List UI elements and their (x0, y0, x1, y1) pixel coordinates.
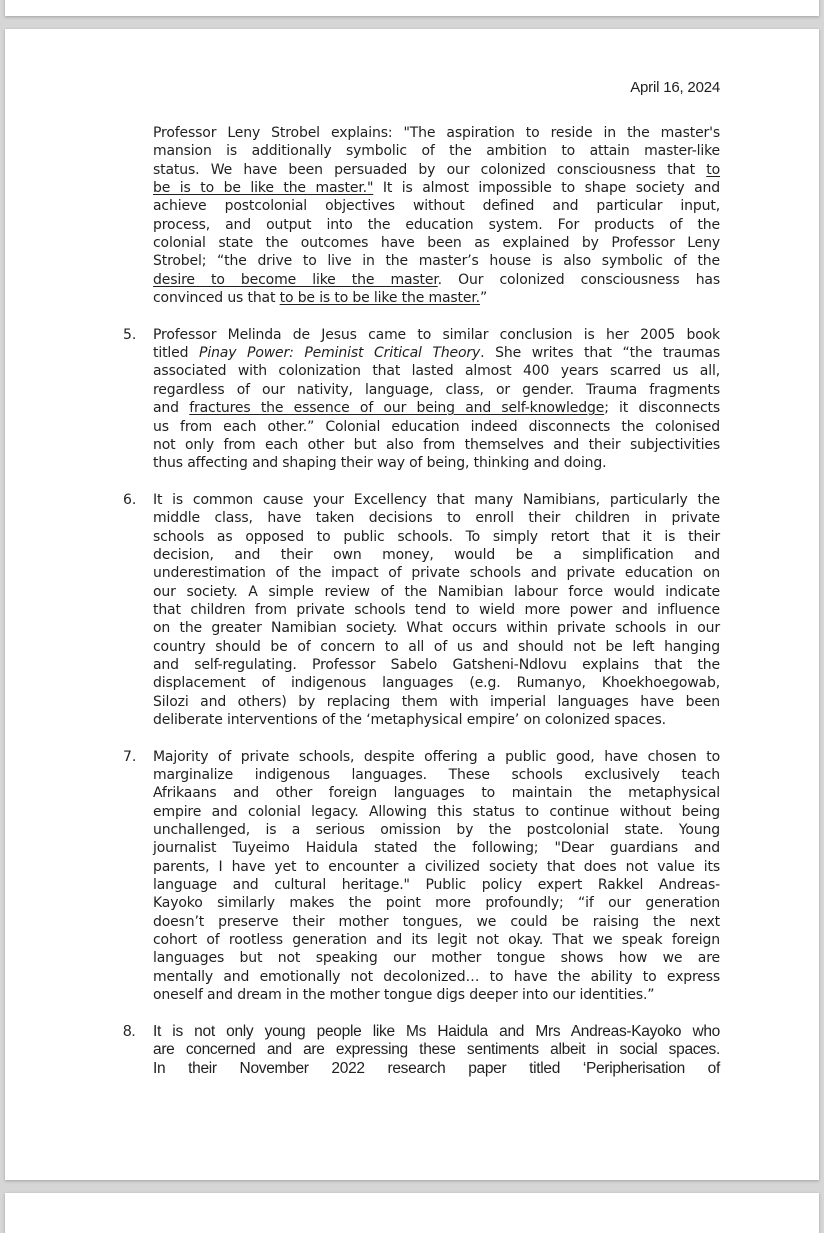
next-page (5, 1193, 819, 1233)
text-line (153, 601, 720, 619)
text-run: not only from each other but also from themselves and their subjectivities (153, 436, 720, 453)
text-run: our society. A simple review of the Namibian labour force would indicate (153, 583, 720, 600)
underlined-text: fractures the essence of our being and self-knowledge (189, 400, 605, 417)
underlined-text: be is to be like the master." (153, 180, 374, 197)
text-line (153, 876, 720, 894)
text-run: are concerned and are expressing these sentiments albeit in social spaces. (153, 1041, 720, 1059)
text-run: Kayoko similarly makes the point more profoundly; “if our generation (153, 895, 720, 912)
text-run: achieve postcolonial objectives without defined and particular input, (153, 198, 720, 215)
paragraph-number: 5. (123, 326, 137, 343)
text-run: decision, and their own money, would be a simplification and (153, 546, 720, 563)
text-line (153, 124, 720, 142)
text-run: colonial state the outcomes have been as explained by Professor Leny (153, 235, 720, 252)
text-run: languages but not speaking our mother tongue shows how we are (153, 950, 720, 967)
text-line (153, 638, 720, 656)
text-run: mansion is additionally symbolic of the ambition to attain master-like (153, 143, 720, 160)
text-line (153, 821, 720, 839)
text-run: on the greater Namibian society. What occurs within private schools in our (153, 620, 720, 637)
text-run: Majority of private schools, despite offering a public good, have chosen to (153, 748, 720, 765)
text-run: associated with colonization that lasted almost 400 years scarred us all, (153, 363, 720, 380)
text-line (153, 766, 720, 784)
text-run: cohort of rootless generation and its legit not okay. That we speak foreign (153, 932, 720, 949)
text-line (153, 858, 720, 876)
paragraph-8 (123, 1023, 720, 1078)
text-run: process, and output into the education system. For products of the (153, 216, 720, 233)
text-line (153, 271, 720, 289)
underlined-text: to (706, 161, 720, 178)
text-run: thus affecting and shaping their way of being, thinking and doing. (153, 455, 607, 472)
underlined-text: desire to become like the master (153, 271, 438, 288)
text-run: ” (479, 290, 488, 307)
text-run: language and cultural heritage." Public policy expert Rakkel Andreas- (153, 877, 720, 894)
text-run: Silozi and others) by replacing them with imperial languages have been (153, 693, 720, 710)
text-run: that children from private schools tend to wield more power and influence (153, 601, 720, 618)
paragraph-5 (123, 326, 720, 473)
paragraph-number: 8. (123, 1022, 136, 1040)
text-line (153, 509, 720, 527)
text-line (153, 583, 720, 601)
underlined-text: to be is to be like the master. (279, 290, 480, 307)
text-run: unchallenged, is a serious omission by the postcolonial state. Young (153, 822, 720, 839)
paragraph-number: 7. (123, 748, 137, 765)
text-run: displacement of indigenous languages (e.g. Rumanyo, Khoekhoegowab, (153, 675, 720, 692)
text-line (153, 161, 720, 179)
text-run: schools as opposed to public schools. To simply retort that it is their (153, 528, 720, 545)
text-line (153, 693, 720, 711)
paragraph (123, 124, 720, 307)
text-line (153, 362, 720, 380)
text-run: Professor Melinda de Jesus came to similar conclusion is her 2005 book (153, 326, 720, 343)
text-line (153, 894, 720, 912)
text-line (153, 546, 720, 564)
text-run: middle class, have taken decisions to enroll their children in private (153, 510, 720, 527)
text-run: In their November 2022 research paper titled ‘Peripherisation of (153, 1059, 720, 1077)
text-run: oneself and dream in the mother tongue digs deeper into our identities.” (153, 987, 655, 1004)
text-line (153, 1060, 720, 1078)
text-run: . She writes that “the traumas (480, 345, 720, 362)
text-run: Afrikaans and other foreign languages to maintain the metaphysical (153, 785, 720, 802)
text-line (153, 234, 720, 252)
text-line (153, 418, 720, 436)
letter-date: April 16, 2024 (630, 79, 720, 96)
text-line (153, 748, 720, 766)
text-line (153, 913, 720, 931)
text-line (153, 803, 720, 821)
text-run: It is almost impossible to shape society and (373, 180, 720, 197)
text-line (153, 968, 720, 986)
text-line (153, 491, 720, 509)
text-run: doesn’t preserve their mother tongues, we could be raising the next (153, 913, 720, 930)
text-run: . Our colonized consciousness has (437, 271, 720, 288)
text-run: deliberate interventions of the ‘metaphysical empire’ on colonized spaces. (153, 712, 666, 728)
text-line (153, 216, 720, 234)
text-run: us from each other.” Colonial education indeed disconnects the colonised (153, 418, 720, 435)
text-line (153, 1041, 720, 1059)
text-line (153, 619, 720, 637)
text-run: ; it disconnects (604, 400, 720, 417)
text-run: status. We have been persuaded by our colonized consciousness that (153, 161, 707, 178)
text-line (153, 289, 720, 307)
document-body (123, 124, 720, 1096)
text-run: and self-regulating. Professor Sabelo Gatsheni-Ndlovu explains that the (153, 656, 720, 673)
text-line (153, 949, 720, 967)
text-line (153, 344, 720, 362)
previous-page (5, 0, 819, 16)
text-line (153, 142, 720, 160)
text-line (153, 197, 720, 215)
text-line (153, 454, 720, 472)
text-run: mentally and emotionally not decolonized… to have the ability to express (153, 968, 720, 985)
text-line (153, 656, 720, 674)
text-run: empire and colonial legacy. Allowing this status to continue without being (153, 803, 720, 820)
text-run: underestimation of the impact of private schools and private education on (153, 565, 720, 582)
text-line (153, 564, 720, 582)
text-line (153, 711, 720, 729)
italic-title: Pinay Power: Peminist Critical Theory (199, 345, 481, 362)
text-run: convinced us that (153, 290, 280, 307)
text-line (153, 986, 720, 1004)
text-line (153, 931, 720, 949)
text-run: regardless of our nativity, language, class, or gender. Trauma fragments (153, 381, 720, 398)
text-run: It is common cause your Excellency that many Namibians, particularly the (153, 491, 720, 508)
text-run: titled (153, 345, 200, 362)
text-line (153, 784, 720, 802)
document-page (5, 29, 819, 1180)
text-line (153, 381, 720, 399)
text-run: marginalize indigenous languages. These schools exclusively teach (153, 767, 720, 784)
text-run: parents, I have yet to encounter a civilized society that does not value its (153, 858, 720, 875)
text-line (153, 1023, 720, 1041)
text-run: and (153, 400, 190, 417)
text-line (153, 179, 720, 197)
text-line (153, 252, 720, 270)
text-line (153, 326, 720, 344)
text-run: country should be of concern to all of us and should not be left hanging (153, 638, 720, 655)
paragraph-number: 6. (123, 491, 137, 508)
text-line (153, 839, 720, 857)
text-run: It is not only young people like Ms Haidula and Mrs Andreas-Kayoko who (153, 1022, 720, 1040)
text-line (153, 674, 720, 692)
text-run: journalist Tuyeimo Haidula stated the following; "Dear guardians and (153, 840, 720, 857)
text-run: Professor Leny Strobel explains: "The aspiration to reside in the master's (153, 125, 720, 141)
paragraph-7 (123, 748, 720, 1005)
text-line (153, 528, 720, 546)
text-line (153, 436, 720, 454)
text-line (153, 399, 720, 417)
text-run: Strobel; “the drive to live in the master’s house is also symbolic of the (153, 253, 720, 270)
paragraph-6 (123, 491, 720, 729)
